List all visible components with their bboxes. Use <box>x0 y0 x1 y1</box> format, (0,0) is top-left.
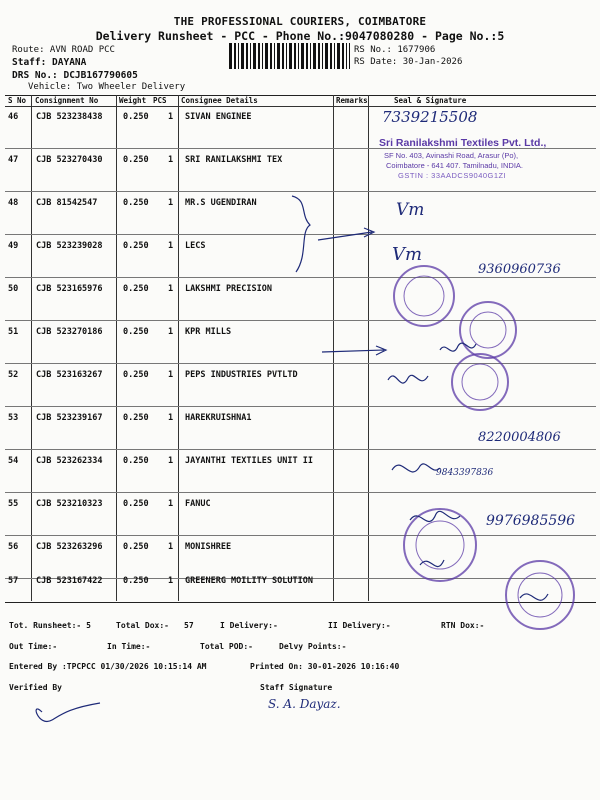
col-remarks: Remarks <box>336 96 368 105</box>
row-pcs: 1 <box>168 155 174 165</box>
printed-on: Printed On: 30-01-2026 10:16:40 <box>250 662 400 671</box>
row-consignment: CJB 523163267 <box>36 370 103 380</box>
row-pcs: 1 <box>168 576 174 586</box>
row-sno: 52 <box>8 370 19 380</box>
total-dox-label: Total Dox:- <box>116 621 169 630</box>
company-stamp <box>518 573 562 617</box>
row-sno: 46 <box>8 112 19 122</box>
company-stamp <box>452 354 508 410</box>
verified-by: Verified By <box>9 683 62 692</box>
handwritten-phone: 9360960736 <box>478 262 561 277</box>
rs-number: RS No.: 1677906 <box>354 45 436 55</box>
row-consignee: FANUC <box>185 499 211 509</box>
route-label: Route: AVN ROAD PCC <box>12 45 115 55</box>
handwritten-phone: 9976985596 <box>486 513 576 529</box>
row-weight: 0.250 <box>123 198 149 208</box>
row-sno: 53 <box>8 413 19 423</box>
total-pod: Total POD:- <box>200 642 253 651</box>
drs-number: DRS No.: DCJB167790605 <box>12 70 138 81</box>
handwritten-signature: Vm <box>392 244 423 265</box>
handwritten-phone: 8220004806 <box>478 430 561 445</box>
row-pcs: 1 <box>168 198 174 208</box>
staff-signature: Staff Signature <box>260 683 333 692</box>
company-stamp <box>394 266 454 326</box>
row-consignment: CJB 523210323 <box>36 499 103 509</box>
row-weight: 0.250 <box>123 542 149 552</box>
row-weight: 0.250 <box>123 327 149 337</box>
row-sno: 55 <box>8 499 19 509</box>
row-consignee: JAYANTHI TEXTILES UNIT II <box>185 456 313 466</box>
signature-scribble <box>520 594 548 600</box>
staff-label: Staff: DAYANA <box>12 57 87 68</box>
col-consignee: Consignee Details <box>181 96 258 105</box>
row-consignee: MONISHREE <box>185 542 232 552</box>
signature-scribble <box>410 511 460 521</box>
stamp-address-1: SF No. 403, Avinashi Road, Arasur (Po), <box>384 151 519 160</box>
col-sno: S No <box>8 96 27 105</box>
row-weight: 0.250 <box>123 284 149 294</box>
row-sno: 47 <box>8 155 19 165</box>
col-weight: Weight <box>119 96 147 105</box>
row-consignment: CJB 523262334 <box>36 456 103 466</box>
ii-delivery: II Delivery:- <box>328 621 391 630</box>
row-weight: 0.250 <box>123 413 149 423</box>
row-sno: 48 <box>8 198 19 208</box>
row-sno: 57 <box>8 576 19 586</box>
row-consignee: MR.S UGENDIRAN <box>185 198 257 208</box>
handwritten-phone: 7339215508 <box>382 108 478 126</box>
row-pcs: 1 <box>168 456 174 466</box>
row-consignee: KPR MILLS <box>185 327 232 337</box>
arrow-line <box>318 232 372 240</box>
row-pcs: 1 <box>168 284 174 294</box>
brace-mark <box>292 196 310 272</box>
row-consignment: CJB 81542547 <box>36 198 98 208</box>
row-weight: 0.250 <box>123 499 149 509</box>
company-stamp <box>462 364 498 400</box>
row-weight: 0.250 <box>123 112 149 122</box>
row-consignment: CJB 523270186 <box>36 327 103 337</box>
verified-signature <box>36 703 100 721</box>
row-sno: 50 <box>8 284 19 294</box>
row-consignee: SIVAN ENGINEE <box>185 112 252 122</box>
row-weight: 0.250 <box>123 370 149 380</box>
col-consignment: Consignment No <box>35 96 99 105</box>
entered-by: Entered By :TPCPCC 01/30/2026 10:15:14 AM <box>9 662 207 671</box>
row-pcs: 1 <box>168 542 174 552</box>
signature-scribble <box>420 560 444 567</box>
rtn-dox: RTN Dox:- <box>441 621 485 630</box>
signature-scribble <box>388 375 428 383</box>
row-consignment: CJB 523238438 <box>36 112 103 122</box>
row-weight: 0.250 <box>123 576 149 586</box>
row-consignment: CJB 523239167 <box>36 413 103 423</box>
staff-signature-mark: S. A. Dayaz. <box>268 697 341 711</box>
row-consignment: CJB 523263296 <box>36 542 103 552</box>
company-stamp <box>404 276 444 316</box>
stamp-gstin: GSTIN : 33AADCS9040G1ZI <box>398 171 507 180</box>
company-stamp <box>404 509 476 581</box>
row-consignee: HAREKRUISHNA1 <box>185 413 252 423</box>
company-stamp <box>506 561 574 629</box>
row-sno: 51 <box>8 327 19 337</box>
row-weight: 0.250 <box>123 241 149 251</box>
out-time: Out Time:- <box>9 642 58 651</box>
stamp-company-name: Sri Ranilakshmi Textiles Pvt. Ltd., <box>379 137 547 149</box>
row-consignee: GREENERG MOILITY SOLUTION <box>185 576 313 586</box>
row-weight: 0.250 <box>123 456 149 466</box>
row-consignee: LECS <box>185 241 206 251</box>
company-stamp <box>460 302 516 358</box>
row-sno: 54 <box>8 456 19 466</box>
handwritten-phone: 9843397836 <box>436 468 494 478</box>
col-pcs: PCS <box>153 96 167 105</box>
tot-runsheet: Tot. Runsheet:- 5 <box>9 621 91 630</box>
signature-scribble <box>392 464 440 472</box>
row-pcs: 1 <box>168 112 174 122</box>
row-sno: 49 <box>8 241 19 251</box>
row-sno: 56 <box>8 542 19 552</box>
row-weight: 0.250 <box>123 155 149 165</box>
arrow-line <box>322 350 384 352</box>
row-pcs: 1 <box>168 370 174 380</box>
handwritten-signature: Vm <box>396 200 425 220</box>
row-consignment: CJB 523165976 <box>36 284 103 294</box>
company-stamp <box>470 312 506 348</box>
row-consignee: SRI RANILAKSHMI TEX <box>185 155 283 165</box>
signature-scribble <box>440 343 476 351</box>
in-time: In Time:- <box>107 642 151 651</box>
row-consignment: CJB 523270430 <box>36 155 103 165</box>
total-dox-value: 57 <box>184 621 194 630</box>
runsheet-subtitle: Delivery Runsheet - PCC - Phone No.:9047080280 - Page No.:5 <box>95 29 505 43</box>
col-seal: Seal & Signature <box>394 96 467 105</box>
row-pcs: 1 <box>168 413 174 423</box>
i-delivery: I Delivery:- <box>220 621 278 630</box>
row-consignment: CJB 523239028 <box>36 241 103 251</box>
rs-date: RS Date: 30-Jan-2026 <box>354 57 463 67</box>
delvy-points: Delvy Points:- <box>279 642 347 651</box>
row-pcs: 1 <box>168 327 174 337</box>
row-consignee: PEPS INDUSTRIES PVTLTD <box>185 370 298 380</box>
row-consignee: LAKSHMI PRECISION <box>185 284 272 294</box>
row-pcs: 1 <box>168 241 174 251</box>
vehicle-label: Vehicle: Two Wheeler Delivery <box>28 82 186 92</box>
stamp-address-2: Coimbatore - 641 407. Tamilnadu, INDIA. <box>386 161 524 170</box>
row-consignment: CJB 523167422 <box>36 576 103 586</box>
row-pcs: 1 <box>168 499 174 509</box>
company-title: THE PROFESSIONAL COURIERS, COIMBATORE <box>173 15 427 28</box>
